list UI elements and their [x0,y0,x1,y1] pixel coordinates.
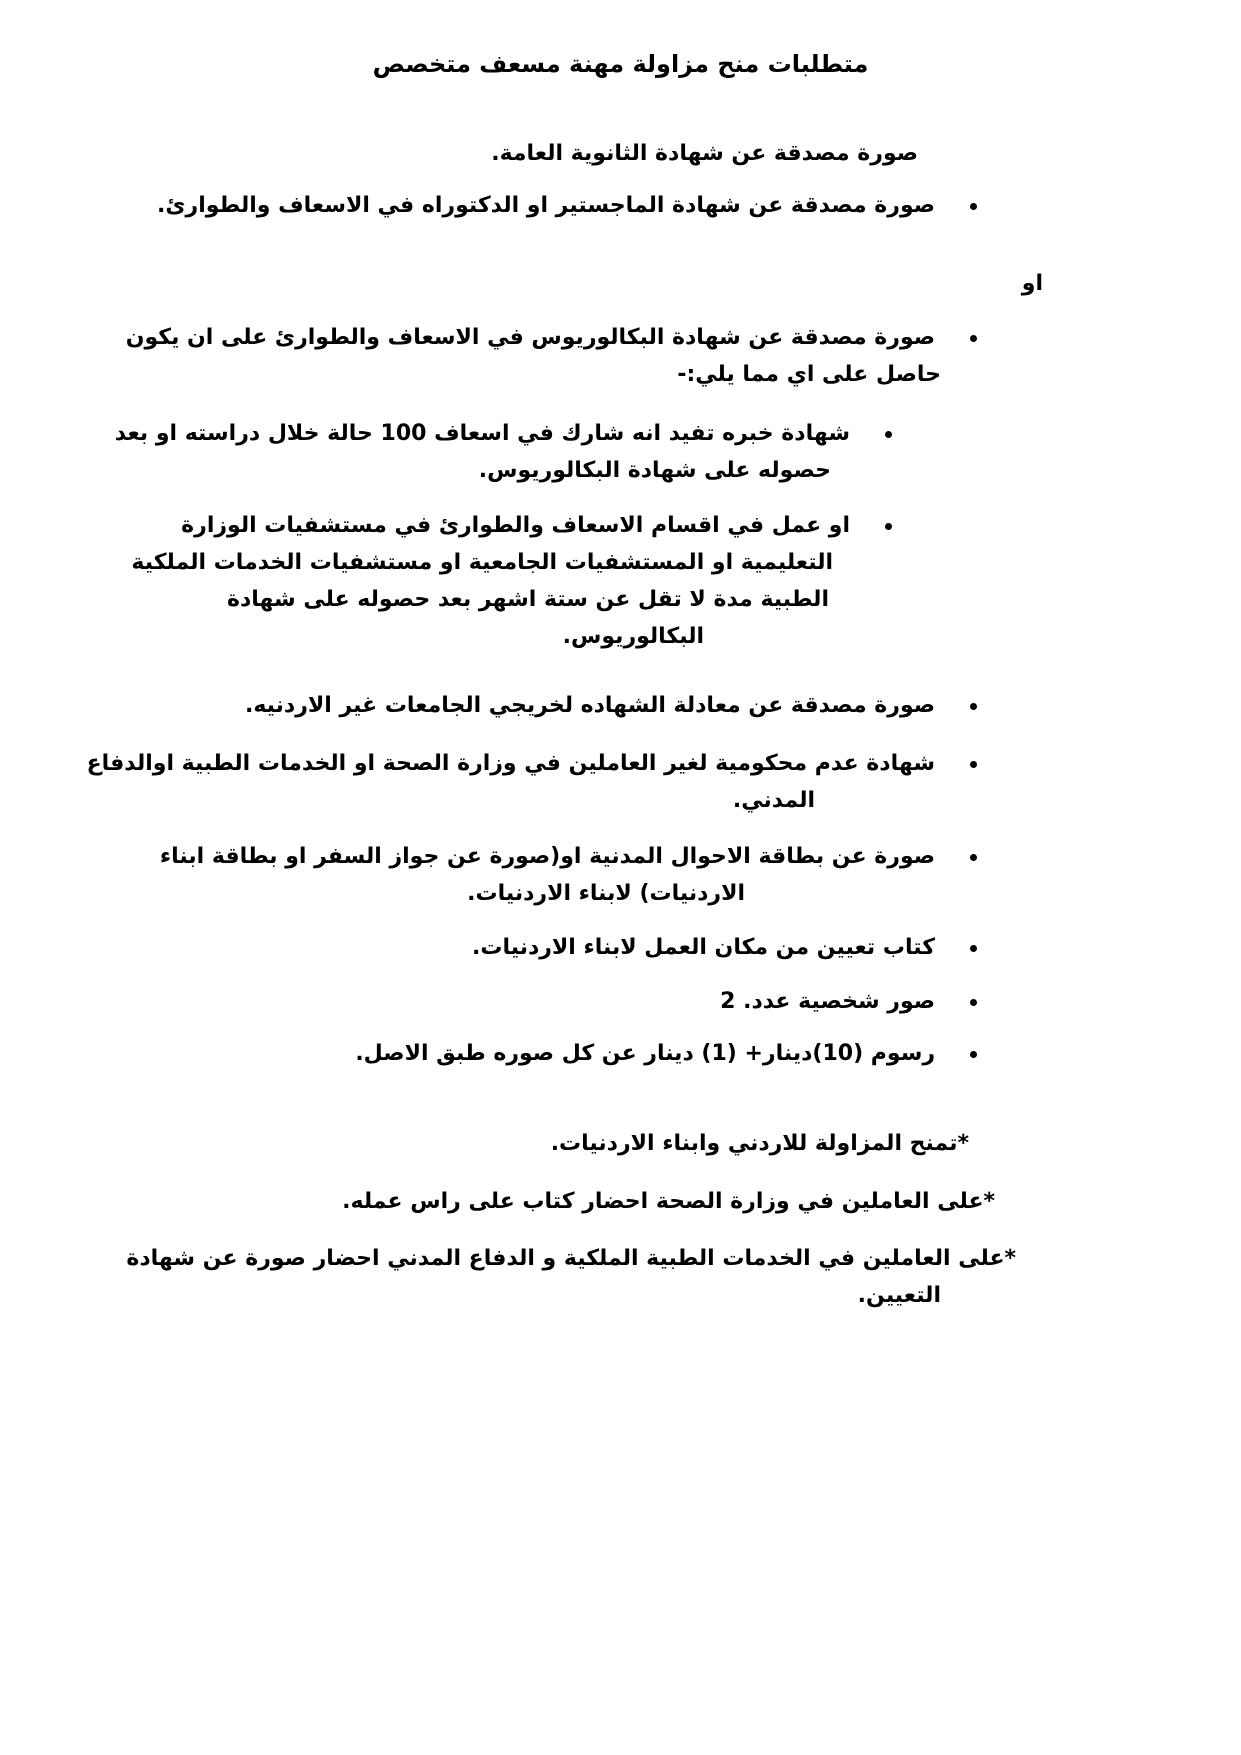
footnote-royal-medical-workers: *على العاملين في الخدمات الطبية الملكية و الدفاع المدني احضار صورة عن شهادة [126,1246,1016,1271]
bullet-icon [970,945,977,952]
requirement-item-civil-id [160,843,935,871]
requirement-line: التعليمية او المستشفيات الجامعية او مستشفيات الخدمات الملكية [131,550,833,575]
bullet-icon [970,761,977,768]
requirement-text: صورة عن بطاقة الاحوال المدنية او(صورة عن جواز السفر او بطاقة ابناء [159,844,935,869]
requirement-line: البكالوريوس. [562,624,704,649]
requirement-line: حاصل على اي مما يلي:- [677,362,941,387]
bullet-icon [885,431,892,438]
or-separator: او [1021,271,1043,296]
footnote-ministry-workers: *على العاملين في وزارة الصحة احضار كتاب على راس عمله. [342,1189,995,1214]
bullet-icon [885,523,892,530]
bullet-icon [970,203,977,210]
requirement-item-bachelor [126,324,935,352]
requirement-line: الطبية مدة لا تقل عن ستة اشهر بعد حصوله على شهادة [226,587,829,612]
requirement-line: حصوله على شهادة البكالوريوس. [478,458,831,483]
requirement-text: صورة مصدقة عن معادلة الشهاده لخريجي الجامعات غير الاردنيه. [244,693,935,718]
bullet-icon [970,999,977,1006]
footnote-license-grant: *تمنح المزاولة للاردني وابناء الاردنيات. [550,1131,969,1156]
requirement-text: صور شخصية عدد. 2 [720,989,935,1014]
requirement-text: شهادة عدم محكومية لغير العاملين في وزارة الصحة او الخدمات الطبية اوالدفاع [86,751,935,776]
requirement-item-no-conviction [87,750,935,778]
requirement-text: او عمل في اقسام الاسعاف والطوارئ في مستشفيات الوزارة [181,513,850,538]
requirement-text: شهادة خبره تفيد انه شارك في اسعاف 100 حالة خلال دراسته او بعد [114,421,850,446]
requirement-text: صورة مصدقة عن شهادة الماجستير او الدكتوراه في الاسعاف والطوارئ. [157,193,935,218]
requirement-item-masters [157,192,935,220]
sub-requirement-work [181,512,850,540]
bullet-icon [970,703,977,710]
bullet-icon [970,335,977,342]
requirement-text: صورة مصدقة عن شهادة البكالوريوس في الاسعاف والطوارئ على ان يكون [125,325,935,350]
requirement-item-equivalency [245,692,935,720]
requirement-text: رسوم (10)دينار+ (1) دينار عن كل صوره طبق الاصل. [355,1041,935,1066]
requirement-text: كتاب تعيين من مكان العمل لابناء الاردنيات. [472,935,935,960]
requirement-line: الاردنيات) لابناء الاردنيات. [467,881,745,906]
requirement-item-appointment-letter [472,934,935,962]
sub-requirement-experience [115,420,850,448]
footnote-line: التعيين. [857,1283,941,1308]
page-title: متطلبات منح مزاولة مهنة مسعف متخصص [372,50,869,78]
requirement-line: المدني. [732,788,815,813]
bullet-icon [970,854,977,861]
requirement-item-photos [720,988,935,1016]
intro-line: صورة مصدقة عن شهادة الثانوية العامة. [491,141,918,166]
bullet-icon [970,1051,977,1058]
requirement-item-fees [355,1040,935,1068]
